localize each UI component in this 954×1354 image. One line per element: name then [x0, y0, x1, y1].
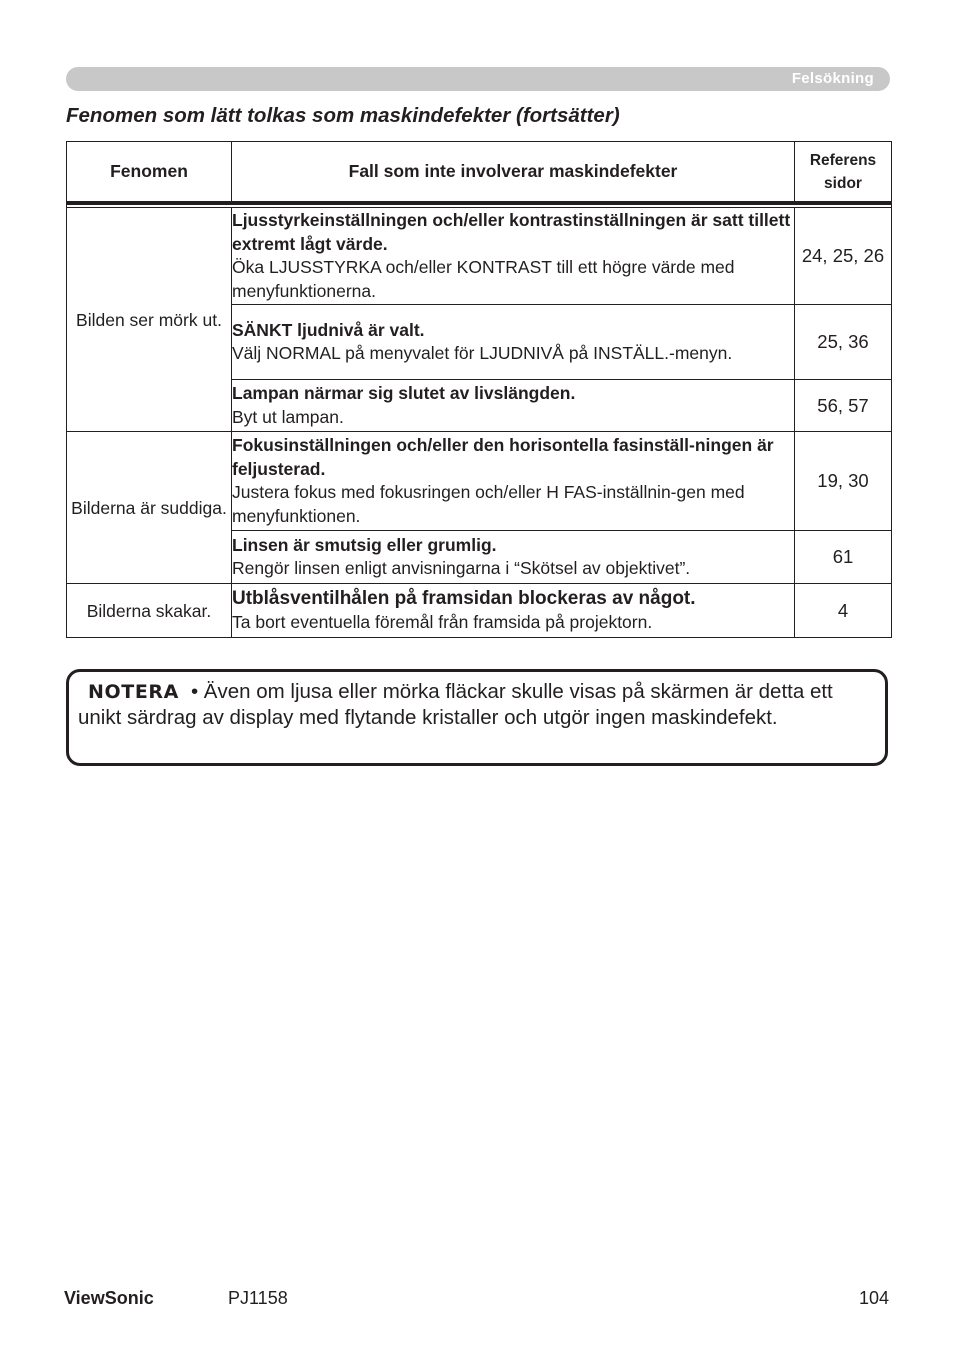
header-ref-line1: Referens [809, 151, 877, 169]
reference-pages: 19, 30 [795, 432, 892, 531]
case-cell [232, 208, 795, 305]
table-header-row [67, 142, 892, 204]
case-cell [232, 584, 795, 638]
phenomenon-cell: Bilderna skakar. [67, 584, 232, 638]
note-box [66, 669, 888, 766]
case-remedy: Justera fokus med fokusringen och/eller H FAS-inställnin-gen med menyfunktionen. [232, 482, 745, 526]
section-title: Fenomen som lätt tolkas som maskindefekter (fortsätter) [66, 104, 620, 127]
case-remedy: Byt ut lampan. [232, 406, 344, 427]
case-remedy: Välj NORMAL på menyvalet för LJUDNIVÅ på INSTÄLL.-menyn. [232, 343, 733, 363]
case-remedy: Rengör linsen enligt anvisningarna i “Skötsel av objektivet”. [232, 558, 691, 578]
header-phenomenon: Fenomen [67, 142, 232, 204]
case-remedy: Ta bort eventuella föremål från framsida på projektorn. [232, 611, 653, 632]
phenomenon-cell: Bilderna är suddiga. [67, 432, 232, 584]
case-cause: Utblåsventilhålen på framsidan blockeras av något. [232, 588, 696, 609]
case-cause: Ljusstyrkeinställningen och/eller kontrastinställningen är satt tillett extremt lågt värde. [232, 210, 791, 254]
note-text: • Även om ljusa eller mörka fläckar skulle visas på skärmen är detta ett unikt särdrag av display med flytande kristaller och utgör ingen maskindefekt. [78, 680, 833, 729]
table-row [67, 584, 892, 638]
reference-pages: 25, 36 [795, 305, 892, 380]
table-row [67, 208, 892, 305]
footer-brand: ViewSonic [64, 1288, 154, 1308]
header-reference-pages [795, 142, 892, 204]
case-cause: Lampan närmar sig slutet av livslängden. [232, 383, 576, 403]
reference-pages: 61 [795, 531, 892, 584]
page-number: 104 [858, 1288, 889, 1308]
note-label: NOTERA [88, 681, 179, 703]
case-cell [232, 380, 795, 432]
case-cell [232, 305, 795, 380]
reference-pages: 4 [795, 584, 892, 638]
section-label: Felsökning [791, 70, 874, 87]
footer-model: PJ1158 [228, 1288, 288, 1308]
case-cell [232, 432, 795, 531]
reference-pages: 24, 25, 26 [795, 208, 892, 305]
case-cause: Fokusinställningen och/eller den horisontella fasinställ-ningen är feljusterad. [232, 435, 774, 479]
table-row [67, 432, 892, 531]
phenomenon-cell: Bilden ser mörk ut. [67, 208, 232, 432]
header-cases: Fall som inte involverar maskindefekter [232, 142, 795, 204]
section-header-bar [66, 67, 890, 91]
case-cell [232, 531, 795, 584]
troubleshooting-table [66, 141, 892, 638]
reference-pages: 56, 57 [795, 380, 892, 432]
header-ref-line2: sidor [824, 174, 862, 192]
case-cause: Linsen är smutsig eller grumlig. [232, 534, 497, 555]
case-remedy: Öka LJUSSTYRKA och/eller KONTRAST till ett högre värde med menyfunktionerna. [232, 257, 735, 301]
case-cause: SÄNKT ljudnivå är valt. [232, 319, 425, 340]
